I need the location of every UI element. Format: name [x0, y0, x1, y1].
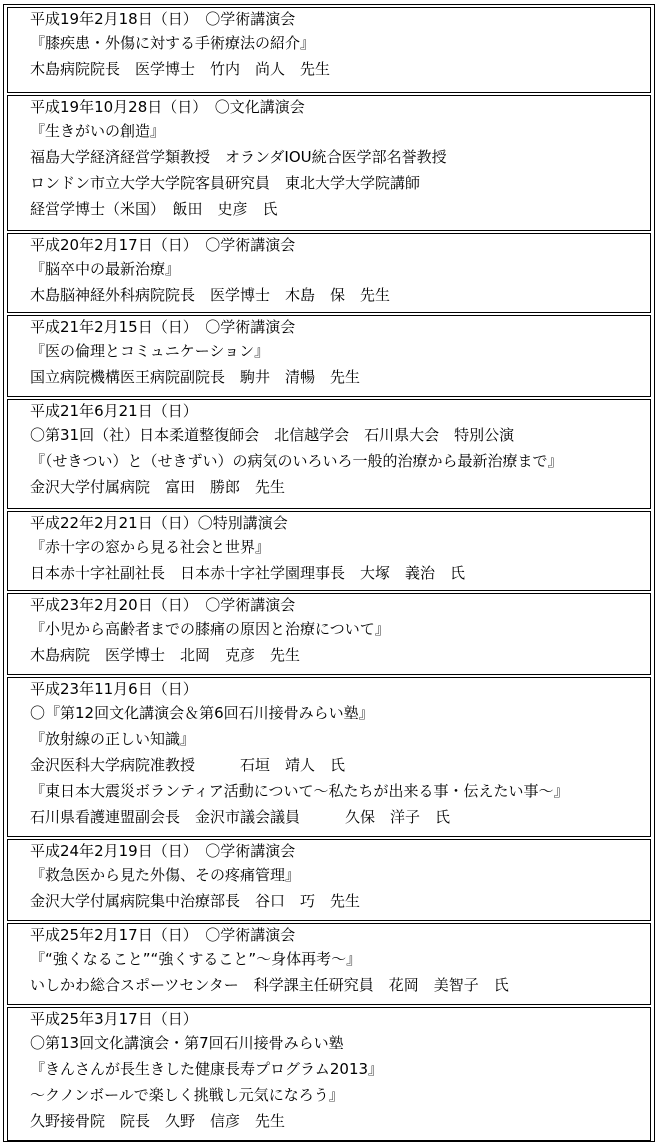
lecture-detail-line: 『膝疾患・外傷に対する手術療法の紹介』 [30, 34, 316, 52]
lecture-entry [7, 95, 651, 231]
lecture-entry [7, 593, 651, 675]
lecture-date-line: 平成20年2月17日（日） 〇学術講演会 [30, 236, 296, 254]
lecture-entry [7, 7, 651, 93]
lecture-date-line: 平成25年2月17日（日） 〇学術講演会 [30, 926, 296, 944]
lecture-history-table [3, 4, 655, 1142]
lecture-date-line: 平成23年2月20日（日） 〇学術講演会 [30, 596, 296, 614]
lecture-detail-line: 〇『第12回文化講演会＆第6回石川接骨みらい塾』 [30, 704, 374, 722]
lecture-detail-line: 福島大学経済経営学類教授 オランダIOU統合医学部名誉教授 [30, 148, 447, 166]
lecture-detail-line: 石川県看護連盟副会長 金沢市議会議員 久保 洋子 氏 [30, 808, 451, 826]
lecture-detail-line: 『“強くなること”“強くすること”～身体再考～』 [30, 950, 362, 968]
lecture-date-line: 平成22年2月21日（日）〇特別講演会 [30, 514, 288, 532]
lecture-detail-line: 『赤十字の窓から見る社会と世界』 [30, 538, 271, 556]
lecture-date-line: 平成21年2月15日（日） 〇学術講演会 [30, 318, 296, 336]
lecture-detail-line: 『救急医から見た外傷、その疼痛管理』 [30, 866, 301, 884]
lecture-detail-line: 『小児から高齢者までの膝痛の原因と治療について』 [30, 620, 390, 638]
lecture-detail-line: 『放射線の正しい知識』 [30, 730, 196, 748]
lecture-detail-line: 日本赤十字社副社長 日本赤十字社学園理事長 大塚 義治 氏 [30, 564, 466, 582]
lecture-date-line: 平成23年11月6日（日） [30, 680, 198, 698]
lecture-date-line: 平成25年3月17日（日） [30, 1010, 198, 1028]
lecture-detail-line: 木島脳神経外科病院院長 医学博士 木島 保 先生 [30, 286, 391, 304]
lecture-detail-line: 金沢大学付属病院集中治療部長 谷口 巧 先生 [30, 892, 361, 910]
lecture-detail-line: 金沢大学付属病院 富田 勝郎 先生 [30, 478, 286, 496]
lecture-detail-line: いしかわ総合スポーツセンター 科学課主任研究員 花岡 美智子 氏 [30, 976, 509, 994]
lecture-detail-line: 久野接骨院 院長 久野 信彦 先生 [30, 1112, 286, 1130]
lecture-entry [7, 677, 651, 837]
lecture-entry [7, 839, 651, 921]
lecture-detail-line: 木島病院 医学博士 北岡 克彦 先生 [30, 646, 301, 664]
lecture-date-line: 平成24年2月19日（日） 〇学術講演会 [30, 842, 296, 860]
lecture-date-line: 平成19年2月18日（日） 〇学術講演会 [30, 10, 296, 28]
lecture-detail-line: 〇第31回（社）日本柔道整復師会 北信越学会 石川県大会 特別公演 [30, 426, 515, 444]
lecture-entry [7, 315, 651, 397]
lecture-detail-line: ロンドン市立大学大学院客員研究員 東北大学大学院講師 [30, 174, 421, 192]
lecture-detail-line: 金沢医科大学病院准教授 石垣 靖人 氏 [30, 756, 346, 774]
lecture-detail-line: 『脳卒中の最新治療』 [30, 260, 181, 278]
lecture-detail-line: 『生きがいの創造』 [30, 122, 166, 140]
lecture-date-line: 平成21年6月21日（日） [30, 402, 198, 420]
lecture-entry [7, 233, 651, 313]
lecture-entry [7, 1007, 651, 1141]
lecture-detail-line: 〇第13回文化講演会・第7回石川接骨みらい塾 [30, 1034, 344, 1052]
lecture-detail-line: 『医の倫理とコミュニケーション』 [30, 342, 270, 360]
lecture-detail-line: 経営学博士（米国） 飯田 史彦 氏 [30, 200, 278, 218]
lecture-detail-line: 国立病院機構医王病院副院長 駒井 清暢 先生 [30, 368, 361, 386]
lecture-entry [7, 923, 651, 1005]
lecture-detail-line: 『東日本大震災ボランティア活動について～私たちが出来る事・伝えたい事～』 [30, 782, 569, 800]
lecture-date-line: 平成19年10月28日（日） 〇文化講演会 [30, 98, 305, 116]
lecture-entry [7, 399, 651, 509]
lecture-detail-line: 『きんさんが長生きした健康長寿プログラム2013』 [30, 1060, 384, 1078]
lecture-detail-line: ～クノンボールで楽しく挑戦し元気になろう』 [30, 1086, 344, 1104]
lecture-detail-line: 木島病院院長 医学博士 竹内 尚人 先生 [30, 60, 331, 78]
lecture-entry [7, 511, 651, 591]
lecture-detail-line: 『（せきつい）と（せきずい）の病気のいろいろ一般的治療から最新治療まで』 [30, 452, 563, 470]
